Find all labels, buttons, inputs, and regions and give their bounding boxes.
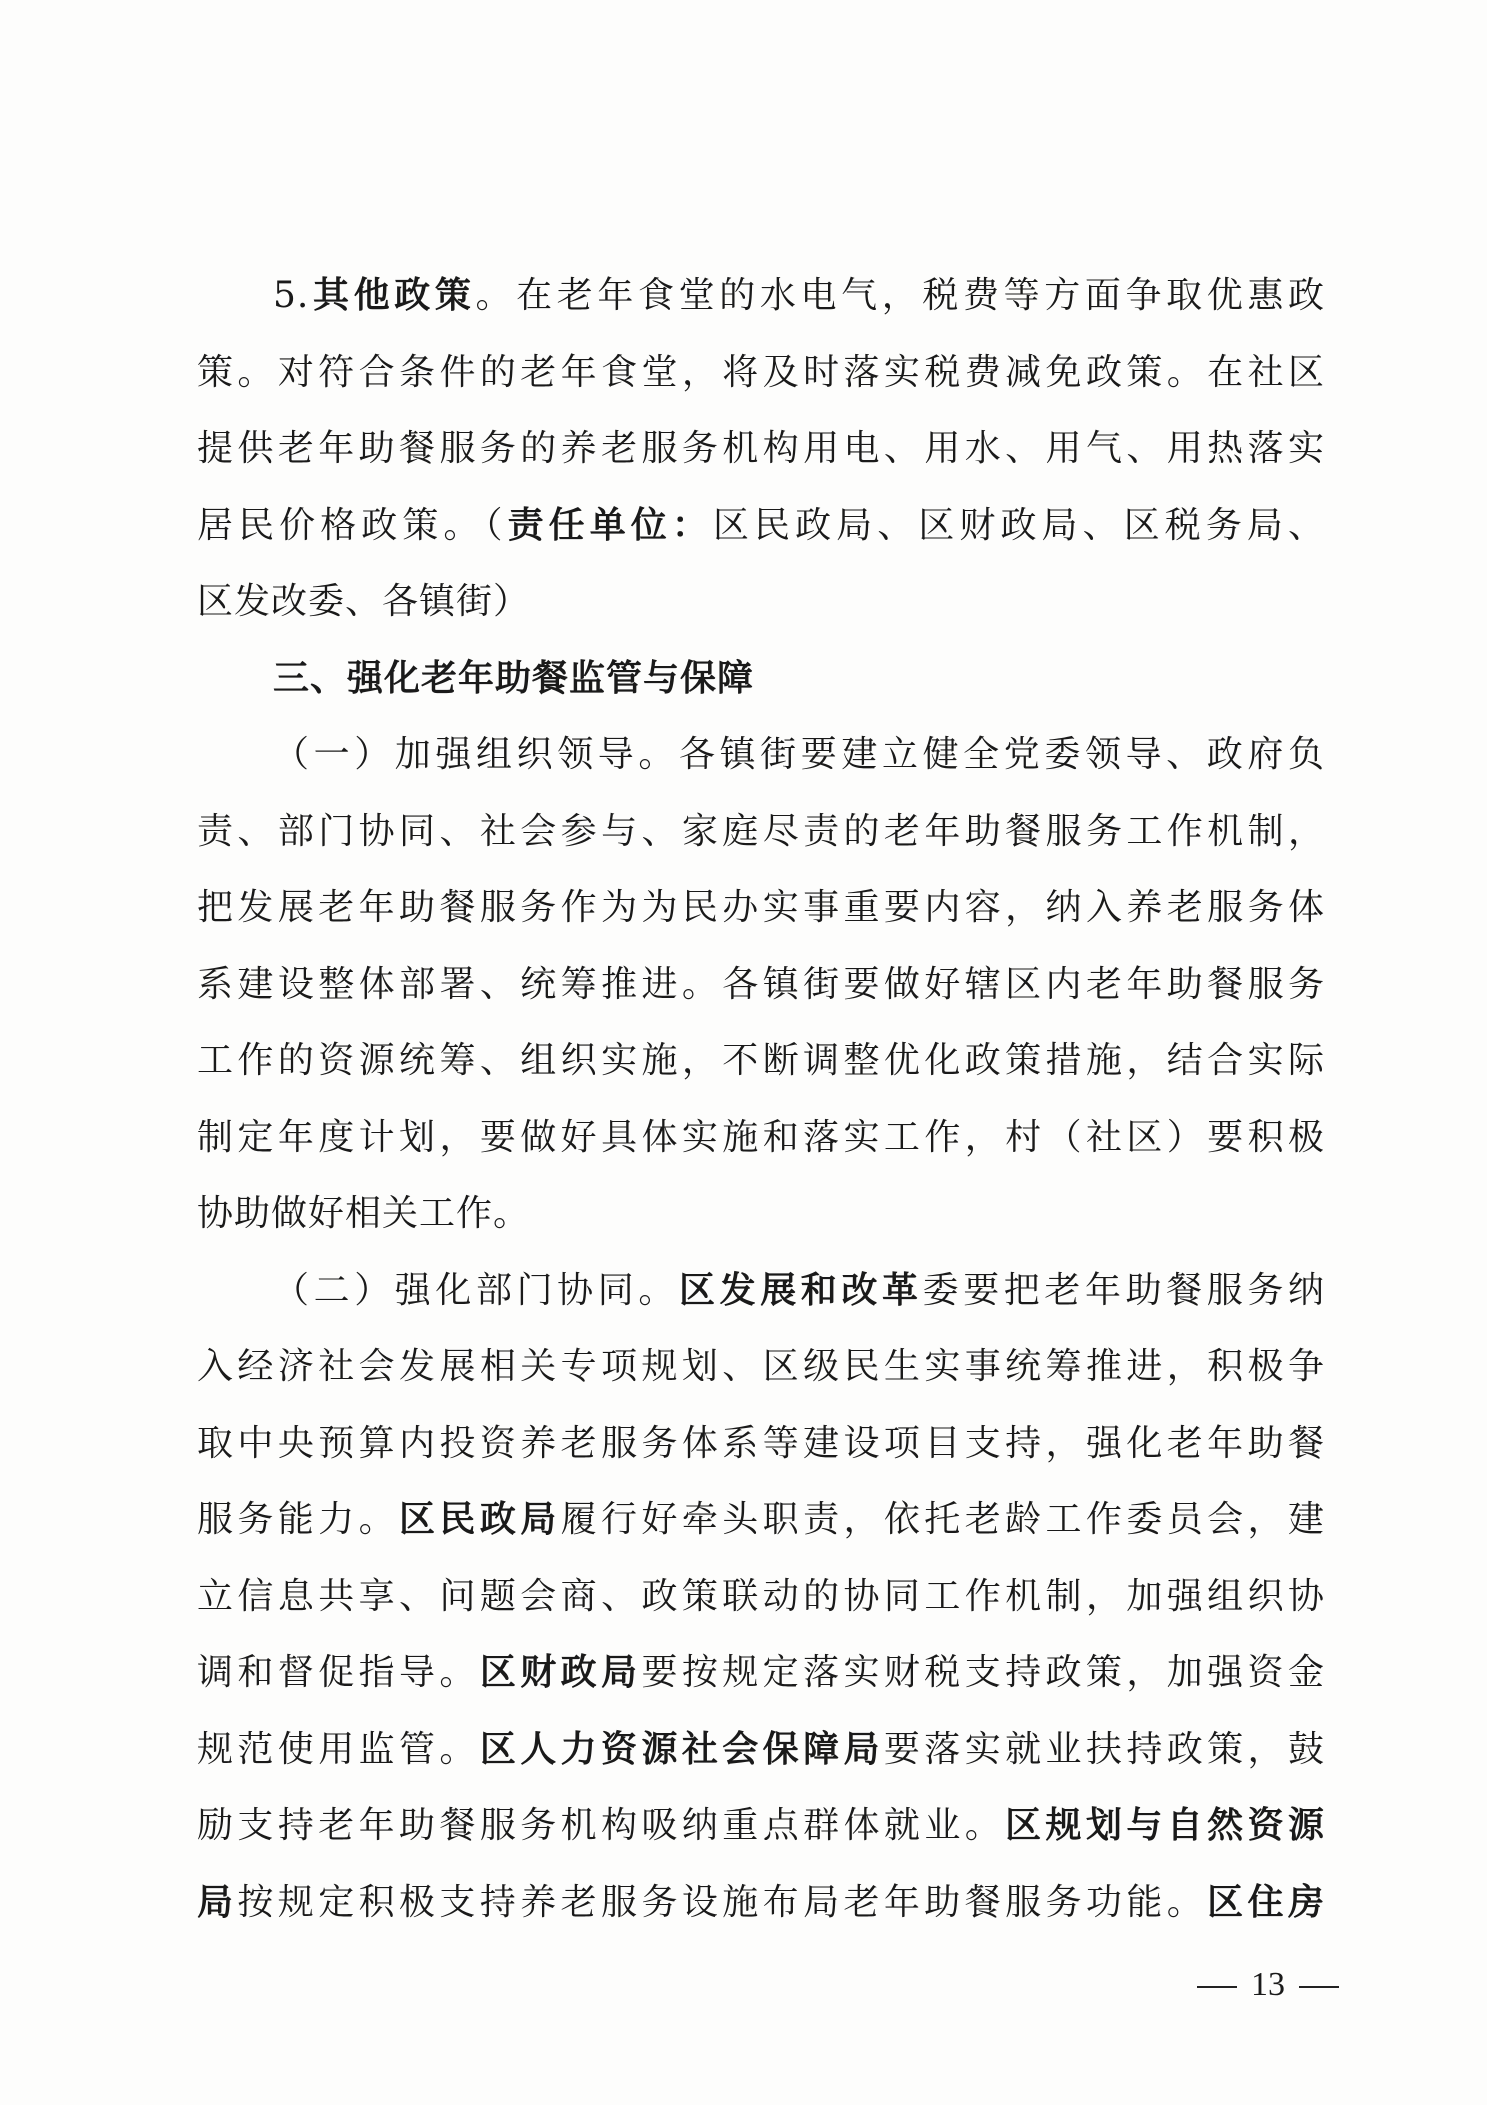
text-run: 协助做好相关工作。 bbox=[197, 1193, 531, 1234]
subsection-title: （二）强化部门协同 bbox=[273, 1269, 639, 1311]
text-run: 责、部门协同、社会参与、家庭尽责的老年助餐服务工作机制， bbox=[197, 810, 1325, 852]
page-number bbox=[1183, 1966, 1353, 2004]
text-run: 委要把老年助餐服务纳 bbox=[922, 1269, 1325, 1311]
page-number-text: 13 bbox=[1251, 1966, 1285, 2003]
text-run: 履行好牵头职责，依托老龄工作委员会，建 bbox=[560, 1499, 1325, 1540]
text-run: 。在老年食堂的水电气，税费等方面争取优惠政 bbox=[475, 275, 1325, 316]
text-run: 居民价格政策。（ bbox=[197, 504, 508, 546]
dash-right bbox=[1299, 1986, 1339, 1988]
item-title: 其他政策 bbox=[309, 275, 476, 316]
paragraph-line bbox=[197, 564, 1325, 641]
text-run: 系建设整体部署、统筹推进。各镇街要做好辖区内老年助餐服务 bbox=[197, 963, 1325, 1005]
text-run: 制定年度计划，要做好具体实施和落实工作，村（社区）要积极 bbox=[197, 1116, 1325, 1158]
paragraph-line bbox=[197, 1482, 1325, 1559]
subsection-title: （一）加强组织领导 bbox=[273, 734, 639, 775]
text-run: 服务能力。 bbox=[197, 1499, 400, 1540]
text-run: 。各镇街要建立健全党委领导、政府负 bbox=[638, 734, 1325, 775]
paragraph-line bbox=[197, 258, 1325, 335]
section-heading: 三、强化老年助餐监管与保障 bbox=[273, 657, 755, 699]
paragraph-line bbox=[197, 947, 1325, 1024]
agency-name: 区发展和改革 bbox=[679, 1269, 923, 1311]
paragraph-line bbox=[197, 335, 1325, 412]
paragraph-line bbox=[197, 1253, 1325, 1330]
paragraph-line bbox=[197, 488, 1325, 565]
text-run: 策。对符合条件的老年食堂，将及时落实税费减免政策。在社区 bbox=[197, 351, 1325, 393]
document-body bbox=[197, 258, 1325, 1941]
paragraph-line bbox=[197, 411, 1325, 488]
paragraph-line bbox=[197, 1635, 1325, 1712]
paragraph-line bbox=[197, 717, 1325, 794]
item-number: 5. bbox=[273, 275, 310, 316]
text-run: 区民政局、区财政局、区税务局、 bbox=[712, 504, 1325, 546]
paragraph-line bbox=[197, 870, 1325, 947]
agency-name: 区财政局 bbox=[479, 1652, 642, 1693]
text-run: 调和督促指导。 bbox=[197, 1652, 480, 1693]
paragraph-line bbox=[197, 794, 1325, 871]
agency-name: 区人力资源社会保障局 bbox=[479, 1728, 884, 1770]
text-run: 提供老年助餐服务的养老服务机构用电、用水、用气、用热落实 bbox=[197, 428, 1325, 469]
text-run: 区发改委、各镇街） bbox=[197, 581, 531, 622]
paragraph-line bbox=[197, 1788, 1325, 1865]
text-run: 取中央预算内投资养老服务体系等建设项目支持，强化老年助餐 bbox=[197, 1422, 1325, 1464]
text-run: 要按规定落实财税支持政策，加强资金 bbox=[641, 1652, 1325, 1693]
paragraph-line bbox=[197, 1329, 1325, 1406]
text-run: 工作的资源统筹、组织实施，不断调整优化政策措施，结合实际 bbox=[197, 1040, 1325, 1081]
paragraph-line bbox=[197, 1023, 1325, 1100]
text-run: 。 bbox=[638, 1269, 679, 1311]
text-run: 立信息共享、问题会商、政策联动的协同工作机制，加强组织协 bbox=[197, 1575, 1325, 1617]
paragraph-line bbox=[197, 1865, 1325, 1942]
text-run: 入经济社会发展相关专项规划、区级民生实事统筹推进，积极争 bbox=[197, 1346, 1325, 1387]
paragraph-line bbox=[197, 1100, 1325, 1177]
text-run: 把发展老年助餐服务作为为民办实事重要内容，纳入养老服务体 bbox=[197, 887, 1325, 928]
responsibility-label: 责任单位： bbox=[507, 504, 713, 546]
paragraph-line bbox=[197, 1176, 1325, 1253]
agency-name: 区民政局 bbox=[399, 1499, 561, 1540]
dash-left bbox=[1197, 1986, 1237, 1988]
text-run: 按规定积极支持养老服务设施布局老年助餐服务功能。 bbox=[237, 1881, 1208, 1923]
agency-name: 局 bbox=[197, 1881, 238, 1923]
paragraph-line bbox=[197, 1406, 1325, 1483]
agency-name: 区规划与自然资源 bbox=[1005, 1805, 1325, 1846]
text-run: 规范使用监管。 bbox=[197, 1728, 480, 1770]
paragraph-line bbox=[197, 1712, 1325, 1789]
text-run: 要落实就业扶持政策，鼓 bbox=[883, 1728, 1325, 1770]
agency-name: 区住房 bbox=[1207, 1881, 1325, 1923]
paragraph-line bbox=[197, 1559, 1325, 1636]
text-run: 励支持老年助餐服务机构吸纳重点群体就业。 bbox=[197, 1805, 1006, 1846]
